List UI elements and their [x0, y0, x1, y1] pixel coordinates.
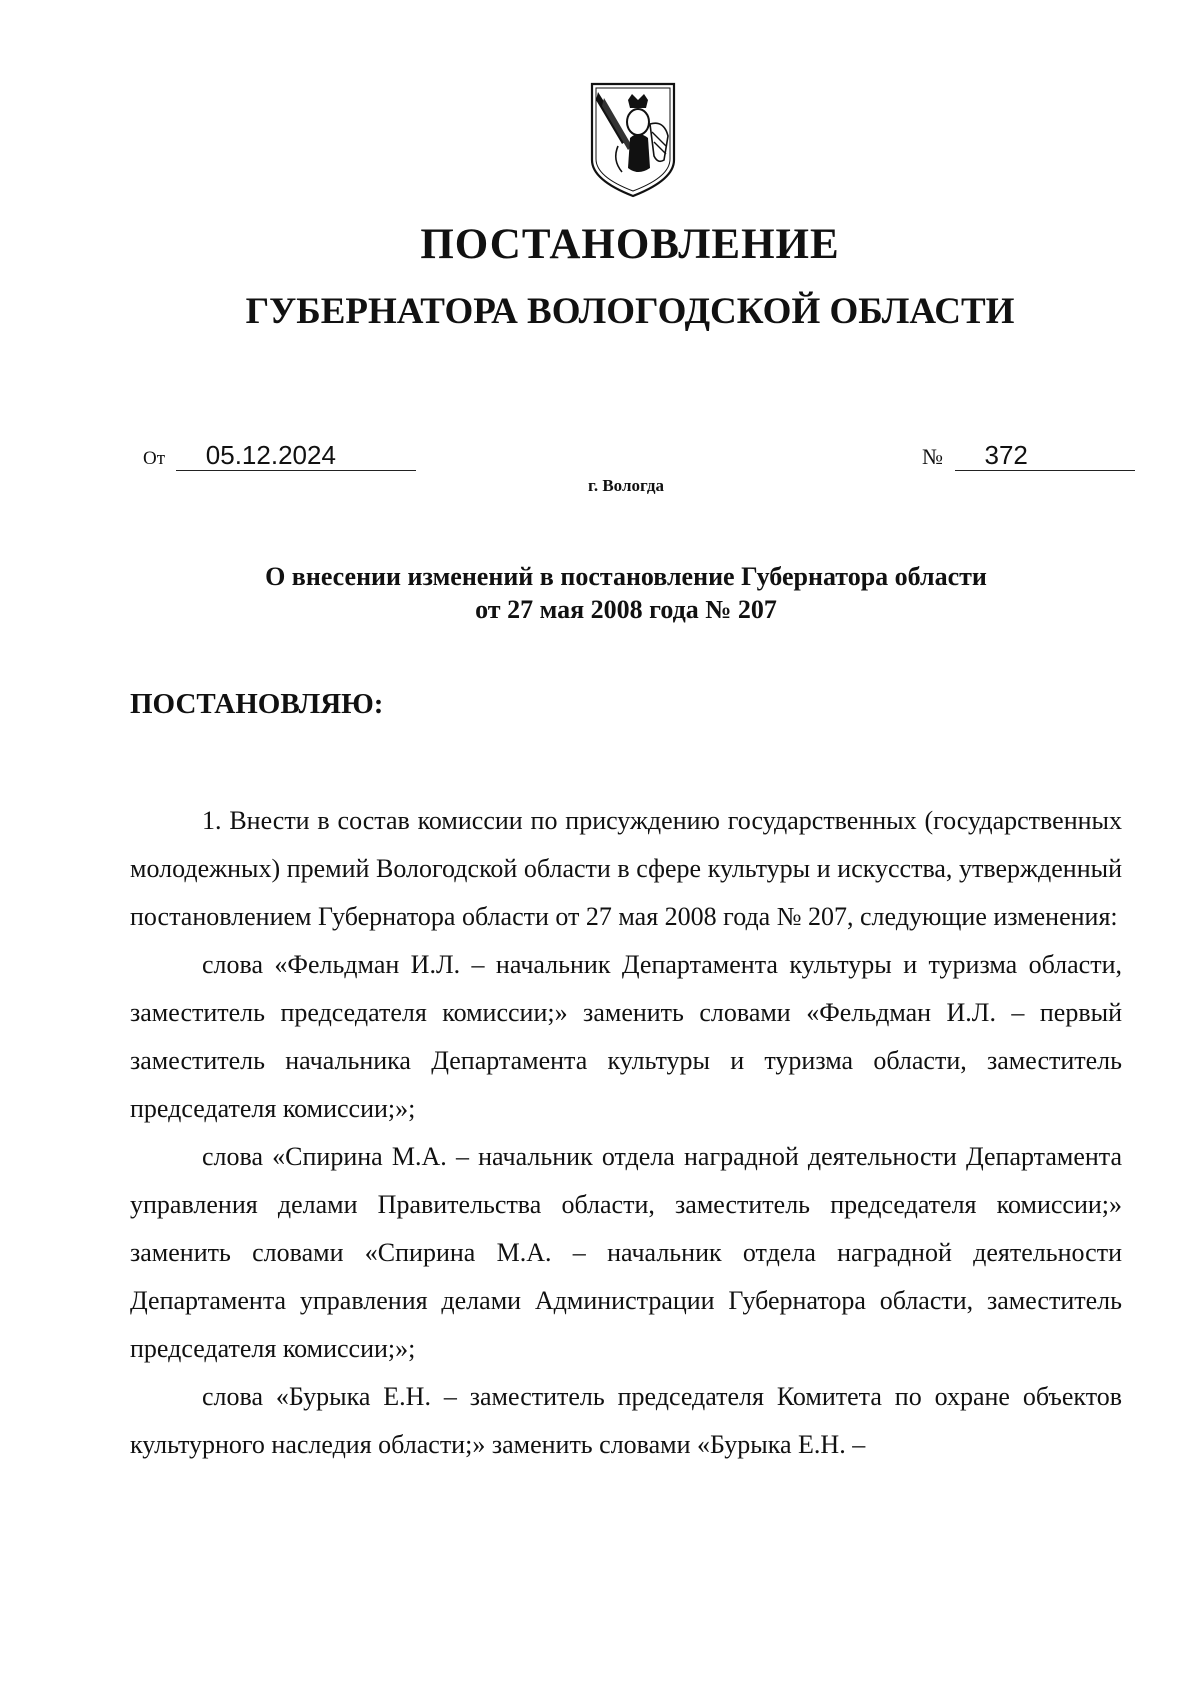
paragraph: слова «Бурыка Е.Н. – заместитель председателя Комитета по охране объектов культурного наследия области;» заменить словами «Бурыка Е.Н. –	[130, 1382, 1122, 1459]
date-label: От	[143, 448, 166, 469]
coat-of-arms-icon	[588, 80, 678, 200]
paragraph: слова «Спирина М.А. – начальник отдела наградной деятельности Департамента управления делами Правительства области, заместитель председателя комиссии;» заменить словами «Спирина М.А. – начальник отдела наградной деятельности Департамента управления делами Администрации Губернатора области, заместитель председателя комиссии;»;	[130, 1142, 1122, 1363]
date-value: 05.12.2024	[176, 440, 416, 471]
document-type-title: ПОСТАНОВЛЕНИЕ	[420, 221, 840, 268]
paragraph: слова «Фельдман И.Л. – начальник Департамента культуры и туризма области, заместитель председателя комиссии;» заменить словами «Фельдман И.Л. – первый заместитель начальника Департамента культуры и туризма области, заместитель председателя комиссии;»;	[130, 950, 1122, 1123]
decree-word: ПОСТАНОВЛЯЮ:	[130, 688, 384, 720]
date-row	[143, 440, 416, 471]
document-body	[130, 797, 1122, 1469]
issuer-title: ГУБЕРНАТОРА ВОЛОГОДСКОЙ ОБЛАСТИ	[245, 291, 1015, 332]
city-label: г. Вологда	[588, 476, 664, 495]
number-label: №	[922, 444, 943, 469]
paragraph: 1. Внести в состав комиссии по присуждению государственных (государственных молодежных) премий Вологодской области в сфере культуры и искусства, утвержденный постановлением Губернатора области от 27 мая 2008 года № 207, следующие изменения:	[130, 806, 1122, 931]
number-value: 372	[955, 440, 1135, 471]
document-subject	[26, 560, 1200, 626]
subject-line-1: О внесении изменений в постановление Губернатора области	[265, 562, 987, 591]
number-row	[922, 440, 1135, 471]
subject-line-2: от 27 мая 2008 года № 207	[475, 595, 777, 624]
